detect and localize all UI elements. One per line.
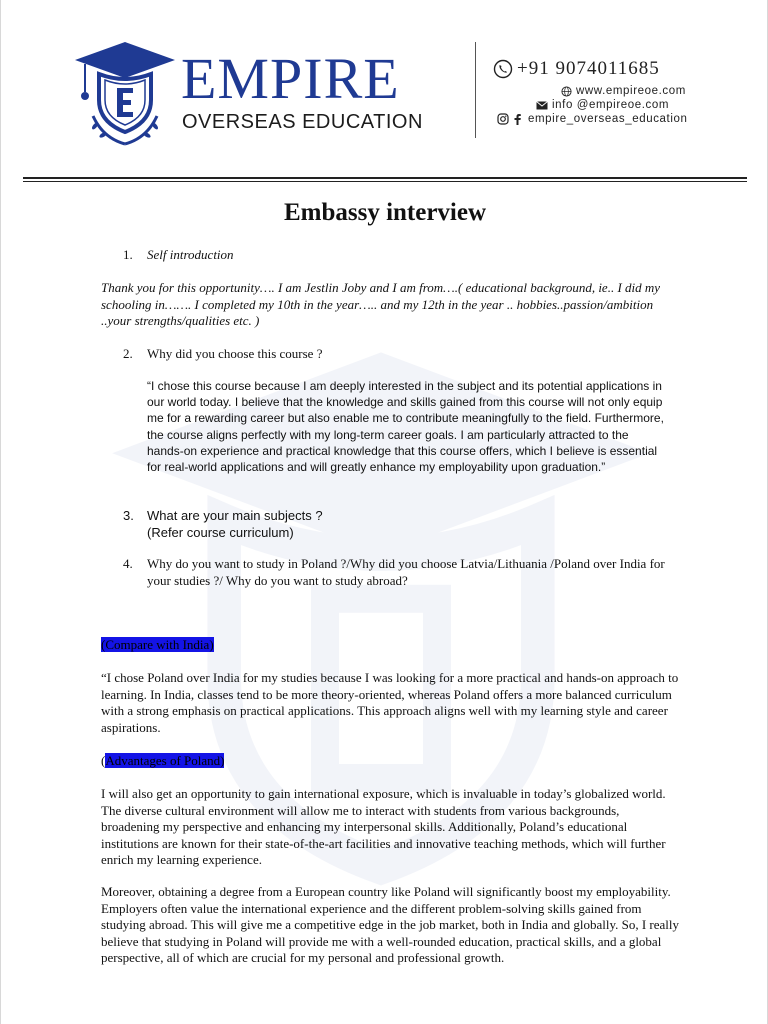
phone-number: +91 9074011685	[517, 58, 660, 79]
question-3	[123, 508, 683, 541]
question-text: Why do you want to study in Poland ?/Why did you choose Latvia/Lithuania /Poland over India for your studies ?/ Why do you want to study abroad?	[147, 556, 665, 588]
question-number: 3.	[123, 508, 134, 523]
question-note: (Refer course curriculum)	[147, 524, 294, 540]
question-4	[123, 556, 683, 589]
contact-social	[497, 113, 687, 125]
brand-subtitle: OVERSEAS EDUCATION	[182, 111, 423, 133]
contact-phone	[493, 58, 660, 80]
question-number: 2.	[123, 346, 133, 361]
question-number: 4.	[123, 556, 133, 571]
heading-open-paren: (	[101, 753, 106, 768]
heading-text: Advantages of Poland)	[105, 753, 225, 768]
contact-email	[536, 99, 669, 111]
answer-2-quote: “I chose this course because I am deeply interested in the subject and its potential applications in our world today. I believe that the knowledge and skills gained from this course will not only equip me for a rewarding career but also enable me to contribute meaningfully to the field. Furthermore, the course aligns perfectly with my long-term career goals. I am particularly attracted to the hands-on experience and practical knowledge that this course offers, which I believe is essential for real-world applications and will greatly enhance my employability upon graduation.”	[147, 379, 664, 475]
heading-open-paren: (	[101, 637, 106, 652]
answer-1: Thank you for this opportunity…. I am Jestlin Joby and I am from….( educational background, ie.. I did my schooling in……. I completed my 10th in the year….. and my 12th in the year .. hobbies..passion/ambition ..your strengths/qualities etc. )	[101, 280, 661, 329]
question-number: 1.	[123, 247, 133, 262]
paragraph-advantages-1: I will also get an opportunity to gain international exposure, which is invaluable in today’s globalized world. The diverse cultural environment will allow me to interact with students from various backgrounds, broadening my perspective and enhancing my interpersonal skills. Additionally, Poland’s educational institutions are known for their state-of-the-art facilities and innovative teaching methods, which will further enrich my learning experience.	[101, 786, 666, 868]
header-divider	[475, 42, 476, 138]
social-handle: empire_overseas_education	[528, 113, 688, 125]
header-rule-bottom	[23, 181, 747, 182]
question-1	[123, 247, 683, 264]
paragraph-compare: “I chose Poland over India for my studies because I was looking for a more practical and hands-on approach to learning. In India, classes tend to be more theory-oriented, whereas Poland offers a more balanced curriculum with a strong emphasis on practical applications. This approach aligns well with my learning style and career aspirations.	[101, 670, 679, 735]
globe-icon	[561, 86, 572, 97]
email-text: info @empireoe.com	[552, 99, 670, 111]
website-text: www.empireoe.com	[576, 85, 686, 97]
paragraph-advantages-2: Moreover, obtaining a degree from a European country like Poland will significantly boost my employability. Employers often value the international experience and the different problem-solving skills gained from studying abroad. This will give me a competitive edge in the job market, both in India and globally. So, I really believe that studying in Poland will provide me with a well-rounded education, practical skills, and a global perspective, all of which are crucial for my personal and professional growth.	[101, 884, 680, 966]
question-text: Self introduction	[147, 247, 234, 262]
question-2	[123, 346, 683, 363]
question-text: Why did you choose this course ?	[147, 346, 323, 361]
page-title: Embassy interview	[283, 199, 487, 226]
header-rule-top	[23, 177, 747, 179]
question-text: What are your main subjects ?	[147, 508, 323, 523]
heading-text: Compare with India)	[105, 637, 214, 652]
question-3-body	[147, 508, 683, 541]
empire-crest-logo-icon	[73, 40, 177, 148]
phone-icon	[493, 59, 513, 79]
section-heading-compare	[101, 637, 681, 654]
facebook-icon	[513, 113, 522, 125]
section-heading-advantages	[101, 753, 681, 770]
contact-website	[561, 85, 686, 97]
brand-name: EMPIRE	[181, 46, 400, 111]
instagram-icon	[497, 113, 509, 125]
envelope-icon	[536, 101, 548, 110]
